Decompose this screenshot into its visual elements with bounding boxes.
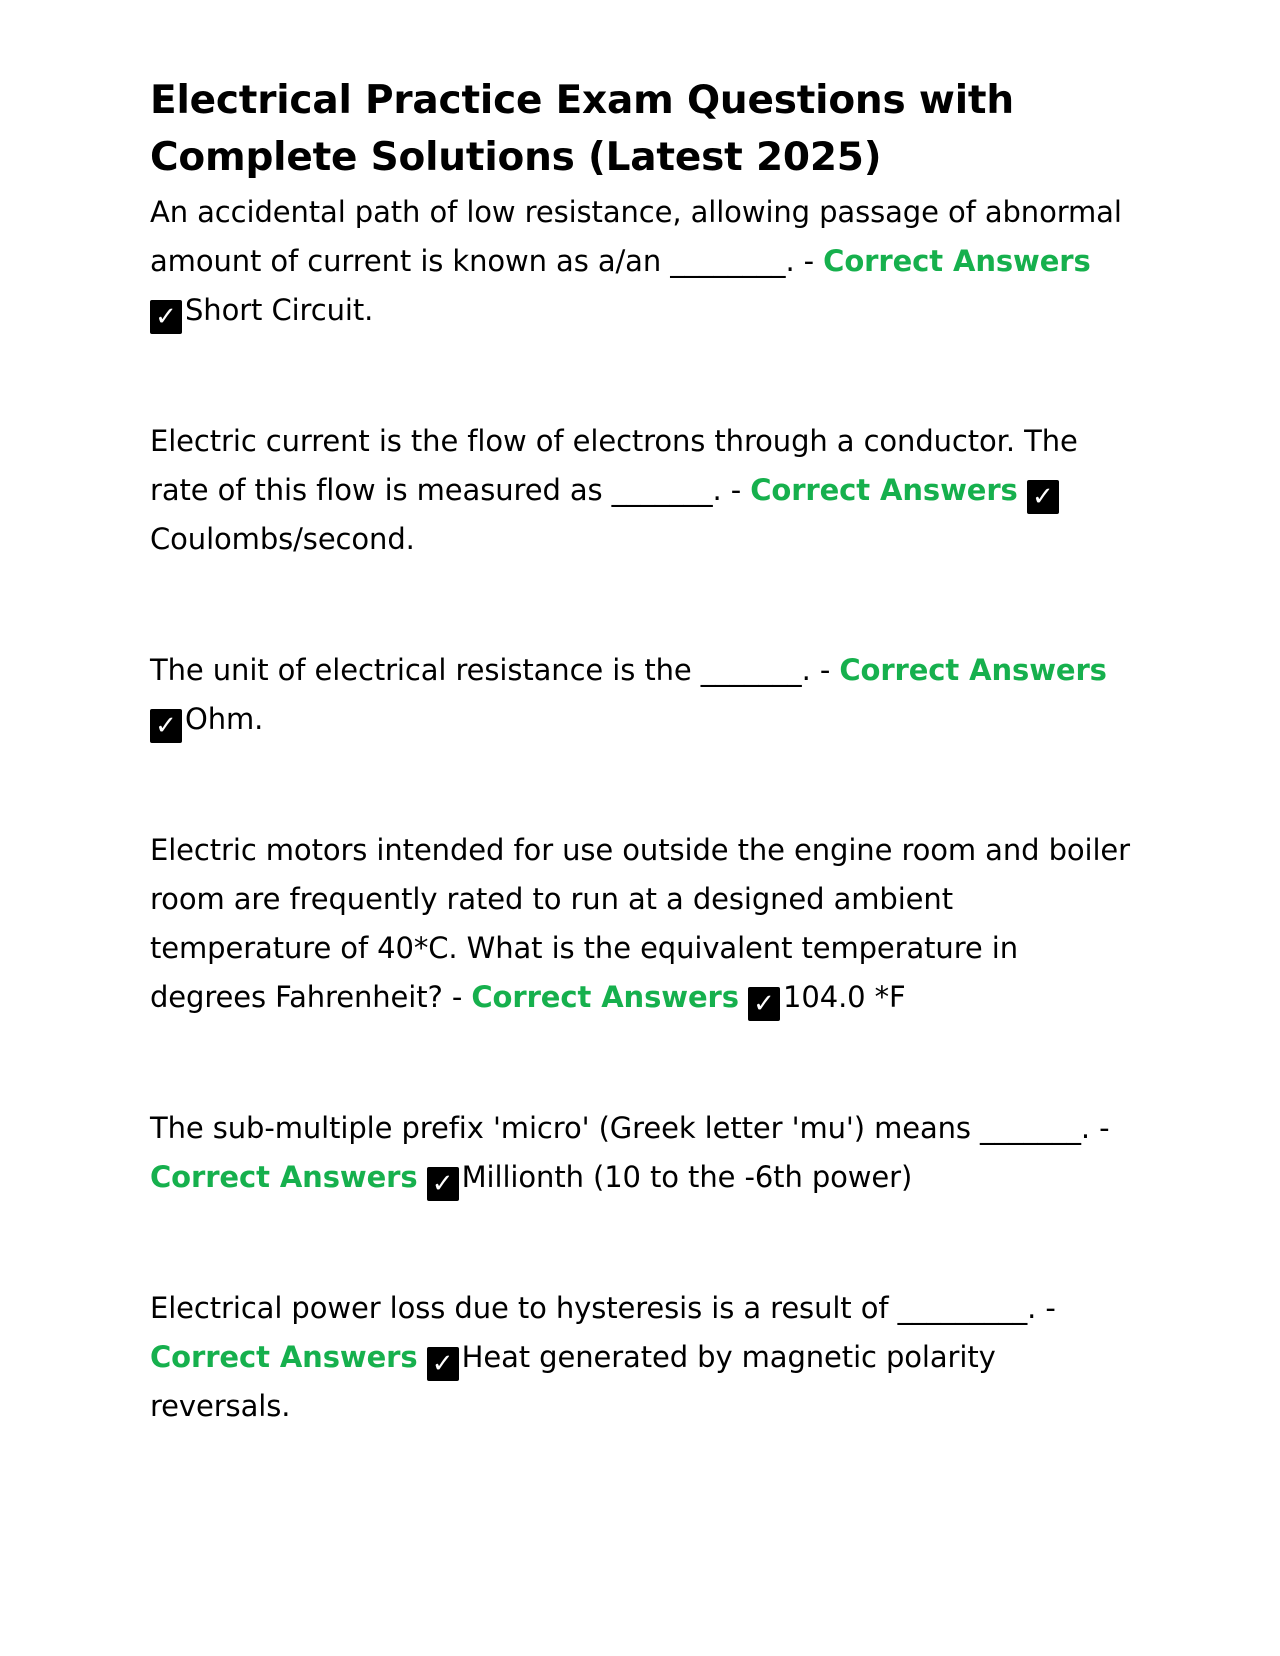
answer-text: Coulombs/second. <box>150 522 415 556</box>
question-text: Electric current is the flow of electrons through a conductor. The rate of this flow is measured as _______. - <box>150 424 1078 507</box>
qa-item <box>150 1284 1130 1431</box>
answer-label: Correct Answers <box>839 653 1107 687</box>
question-text: The unit of electrical resistance is the _______. - <box>150 653 840 687</box>
answer-text: Millionth (10 to the -6th power) <box>461 1160 913 1194</box>
check-mark-icon: ✓ <box>748 987 780 1021</box>
answer-text: Ohm. <box>185 702 264 736</box>
check-mark-icon: ✓ <box>150 300 182 334</box>
check-mark-icon: ✓ <box>427 1167 459 1201</box>
question-text: The sub-multiple prefix 'micro' (Greek letter 'mu') means _______. - <box>150 1111 1110 1145</box>
answer-label: Correct Answers <box>750 473 1018 507</box>
question-text: Electrical power loss due to hysteresis is a result of _________. - <box>150 1291 1056 1325</box>
answer-label: Correct Answers <box>823 244 1091 278</box>
check-mark-icon: ✓ <box>150 709 182 743</box>
qa-list <box>150 188 1130 1431</box>
answer-label: Correct Answers <box>150 1160 418 1194</box>
answer-label: Correct Answers <box>150 1340 418 1374</box>
check-mark-icon: ✓ <box>1027 480 1059 514</box>
answer-label: Correct Answers <box>471 980 739 1014</box>
question-text: An accidental path of low resistance, allowing passage of abnormal amount of current is known as a/an ________. - <box>150 195 1122 278</box>
question-text: Electric motors intended for use outside the engine room and boiler room are frequently rated to run at a designed ambient temperature of 40*C. What is the equivalent temperature in degrees Fahrenheit? - <box>150 833 1130 1014</box>
answer-text: Short Circuit. <box>185 293 374 327</box>
check-mark-icon: ✓ <box>427 1347 459 1381</box>
qa-item <box>150 1104 1130 1202</box>
document-title: Electrical Practice Exam Questions with Complete Solutions (Latest 2025) <box>150 78 1014 180</box>
qa-item <box>150 826 1130 1022</box>
qa-item <box>150 417 1130 564</box>
qa-item <box>150 188 1130 335</box>
answer-text: Heat generated by magnetic polarity reversals. <box>150 1340 996 1423</box>
answer-text: 104.0 *F <box>783 980 906 1014</box>
qa-item <box>150 646 1130 744</box>
